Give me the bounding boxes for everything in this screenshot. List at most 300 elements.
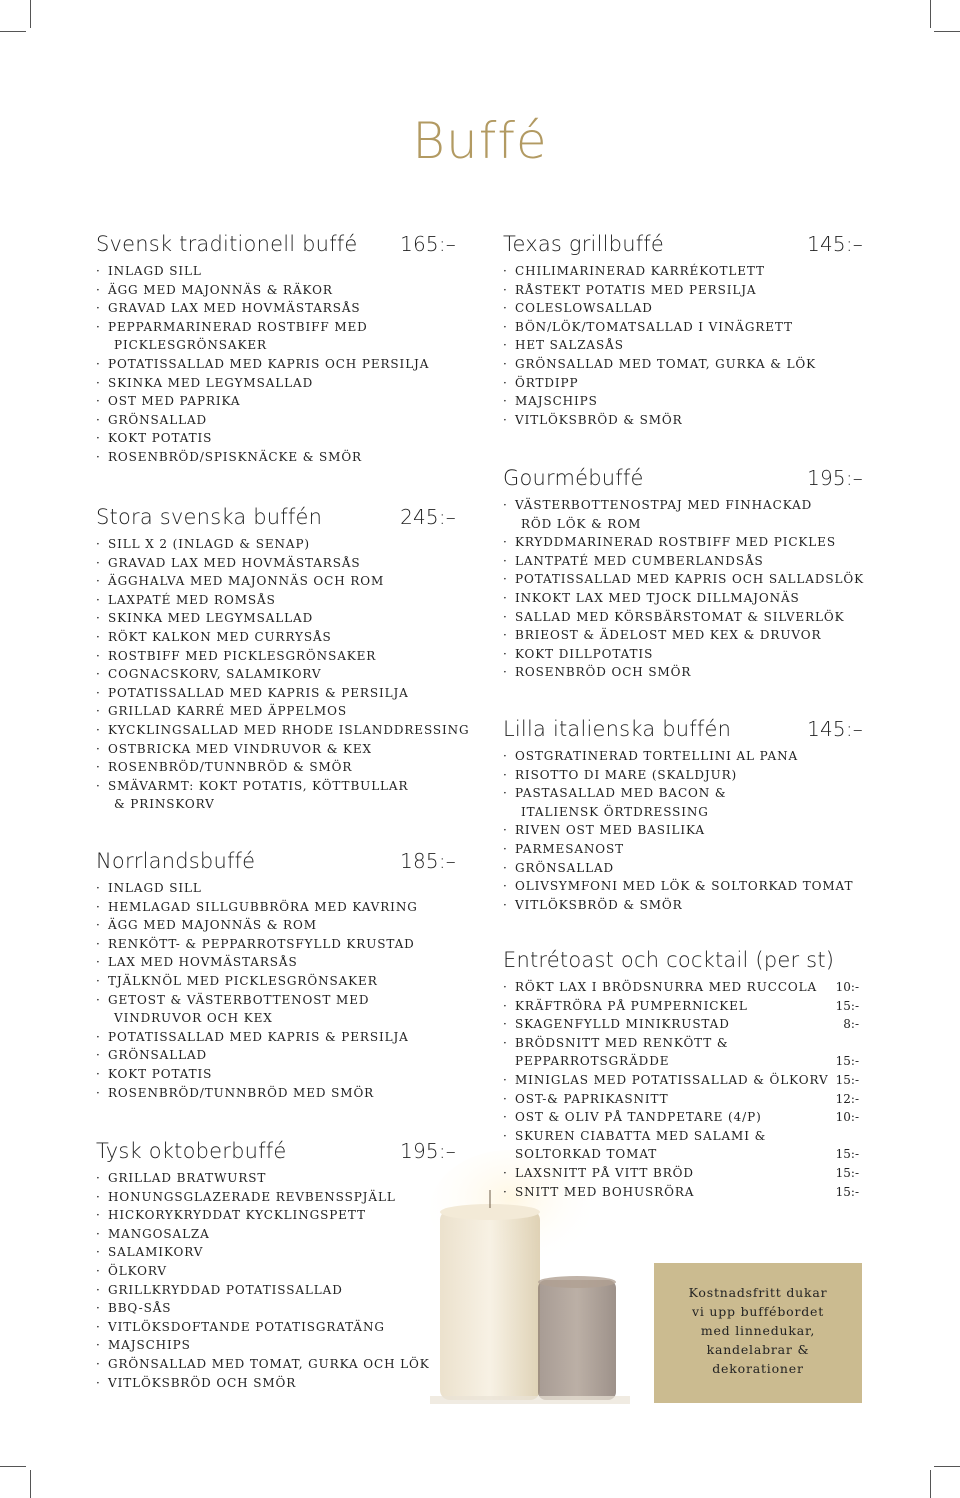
item-text: RISOTTO DI MARE (SKALDJUR) [515,767,738,782]
list-item [96,355,456,374]
list-item [503,626,863,645]
list-item [96,758,456,777]
list-item [96,1225,456,1244]
item-text: HONUNGSGLAZERADE REVBENSSPJÄLL [108,1189,396,1204]
item-price: 15:- [835,1072,859,1087]
section-price: 165:– [400,232,456,256]
list-item [503,766,863,785]
item-text: BRIEOST & ÄDELOST MED KEX & DRUVOR [515,628,822,643]
item-text: LANTPATÉ MED CUMBERLANDSÅS [515,553,764,568]
bullet-icon: · [503,749,508,763]
note-line: med linnedukar, [700,1323,816,1338]
item-price: 15:- [835,1147,859,1162]
note-line: vi upp buffébordet [691,1304,825,1319]
item-text: MAJSCHIPS [108,1338,191,1353]
item-text: KRÄFTRÖRA PÅ PUMPERNICKEL [515,998,748,1013]
list-item [96,1336,456,1355]
list-item [96,1084,456,1103]
bullet-icon: · [503,980,508,994]
bullet-icon: · [96,1245,101,1260]
section-name: Gourmébuffé [503,466,644,490]
list-item [96,554,456,573]
bullet-icon: · [96,722,101,737]
section-name: Norrlandsbuffé [96,849,256,873]
bullet-icon: · [96,1048,101,1063]
list-item [96,953,456,972]
item-text: ROSENBRÖD/SPISKNÄCKE & SMÖR [108,449,362,464]
bullet-icon: · [503,1035,508,1050]
item-text: & PRINSKORV [114,797,215,812]
item-text: OSTBRICKA MED VINDRUVOR & KEX [108,741,372,756]
bullet-icon: · [96,537,101,551]
item-text: ROSENBRÖD/TUNNBRÖD MED SMÖR [108,1085,375,1100]
item-text: VINDRUVOR OCH KEX [114,1011,273,1026]
item-text: PICKLESGRÖNSAKER [114,338,267,353]
section-price: 195:– [400,1139,456,1163]
list-item [503,533,863,552]
item-text: ROSTBIFF MED PICKLESGRÖNSAKER [108,648,377,663]
list-item [96,1318,456,1337]
list-item [96,879,456,898]
list-item [503,784,863,821]
bullet-icon: · [503,535,508,550]
item-text: VITLÖKSBRÖD & SMÖR [515,897,683,912]
item-text: VITLÖKSDOFTANDE POTATISGRATÄNG [108,1319,385,1334]
list-item [96,991,456,1028]
bullet-icon: · [96,431,101,446]
section-heading [503,948,859,972]
menu-section [96,849,456,1102]
list-item [96,1188,456,1207]
list-item [503,281,863,300]
bullet-icon: · [96,611,101,626]
bullet-icon: · [96,412,101,427]
bullet-icon: · [503,572,508,587]
section-heading [503,717,863,741]
item-text: RÖKT KALKON MED CURRYSÅS [108,629,332,644]
bullet-icon: · [96,1189,101,1204]
list-item [503,840,863,859]
item-text: BBQ-SÅS [108,1301,172,1316]
list-item [503,318,863,337]
bullet-icon: · [503,553,508,568]
item-text: SKINKA MED LEGYMSALLAD [108,375,314,390]
list-item [96,665,456,684]
list-item [96,972,456,991]
item-text: SOLTORKAD TOMAT [515,1147,658,1162]
list-item [96,392,456,411]
section-name: Texas grillbuffé [503,232,665,256]
item-list [503,262,863,429]
item-text: ROSENBRÖD OCH SMÖR [515,665,692,680]
list-item [96,740,456,759]
bullet-icon: · [96,574,101,589]
bullet-icon: · [96,685,101,700]
note-line: kandelabrar & [706,1342,810,1357]
list-item [503,747,863,766]
bullet-icon: · [96,356,101,371]
crop-mark [930,1470,931,1498]
note-box [654,1263,862,1403]
bullet-icon: · [503,1017,508,1032]
list-item [96,935,456,954]
list-item [503,877,863,896]
bullet-icon: · [503,665,508,680]
item-text: VITLÖKSBRÖD OCH SMÖR [108,1375,297,1390]
list-item [503,374,863,393]
list-item [503,663,863,682]
bullet-icon: · [96,899,101,914]
bullet-icon: · [503,412,508,427]
item-text: KOKT DILLPOTATIS [515,646,654,661]
item-text: HET SALZASÅS [515,338,624,353]
list-item [96,1243,456,1262]
list-item [503,496,863,533]
list-item [503,570,863,589]
section-name: Svensk traditionell buffé [96,232,358,256]
item-text: COLESLOWSALLAD [515,301,653,316]
section-heading [96,849,456,873]
section-price: 195:– [807,466,863,490]
bullet-icon: · [96,704,101,719]
item-text: SILL X 2 (INLAGD & SENAP) [108,537,310,551]
bullet-icon: · [503,1165,508,1180]
item-text: ROSENBRÖD/TUNNBRÖD & SMÖR [108,760,353,775]
list-item [503,262,863,281]
item-text: VÄSTERBOTTENOSTPAJ MED FINHACKAD [515,498,813,512]
bullet-icon: · [96,1066,101,1081]
item-price: 15:- [835,1165,859,1180]
bullet-icon: · [503,1072,508,1087]
item-price: 15:- [835,998,859,1013]
bullet-icon: · [96,918,101,933]
bullet-icon: · [96,1029,101,1044]
item-text: SKINKA MED LEGYMSALLAD [108,611,314,626]
item-text: OST & OLIV PÅ TANDPETARE (4/P) [515,1110,762,1125]
list-item [96,1355,456,1374]
list-item [96,1281,456,1300]
crop-mark [934,1466,960,1467]
crop-mark [0,1466,26,1467]
list-item [96,591,456,610]
bullet-icon: · [96,973,101,988]
menu-section [96,232,456,467]
item-text: SKUREN CIABATTA MED SALAMI & [515,1128,767,1143]
item-text: GRAVAD LAX MED HOVMÄSTARSÅS [108,555,361,570]
item-text: RIVEN OST MED BASILIKA [515,823,705,838]
item-text: KOKT POTATIS [108,1066,213,1081]
list-item [96,609,456,628]
menu-section [503,232,863,429]
item-text: ÄGG MED MAJONNÄS & ROM [108,918,317,933]
bullet-icon: · [96,592,101,607]
list-item [503,1015,859,1034]
item-text: ÖRTDIPP [515,375,579,390]
section-heading [503,466,863,490]
list-item [503,299,863,318]
bullet-icon: · [96,1319,101,1334]
page-title: Buffé [412,112,548,170]
list-item [96,628,456,647]
list-item [503,1034,859,1071]
item-text: GRILLAD BRATWURST [108,1171,267,1185]
item-text: OLIVSYMFONI MED LÖK & SOLTORKAD TOMAT [515,879,854,894]
item-text: PEPPARROTSGRÄDDE [515,1054,670,1069]
list-item [96,572,456,591]
item-text: VITLÖKSBRÖD & SMÖR [515,412,683,427]
bullet-icon: · [503,282,508,297]
section-name: Stora svenska buffén [96,505,323,529]
list-item [503,392,863,411]
bullet-icon: · [96,667,101,682]
item-list [503,978,859,1201]
item-text: TJÄLKNÖL MED PICKLESGRÖNSAKER [108,973,378,988]
bullet-icon: · [503,609,508,624]
item-text: COGNACSKORV, SALAMIKORV [108,667,322,682]
bullet-icon: · [96,1171,101,1185]
bullet-icon: · [503,1091,508,1106]
menu-section [503,717,863,914]
item-text: ÄGG MED MAJONNÄS & RÄKOR [108,282,333,297]
list-item [96,411,456,430]
item-price: 10:- [835,1110,859,1125]
item-text: MAJSCHIPS [515,394,598,409]
bullet-icon: · [503,498,508,512]
list-item [503,411,863,430]
section-name: Tysk oktoberbuffé [96,1139,287,1163]
bullet-icon: · [96,555,101,570]
item-text: LAXSNITT PÅ VITT BRÖD [515,1165,694,1180]
list-item [96,299,456,318]
bullet-icon: · [503,646,508,661]
item-text: MANGOSALZA [108,1226,210,1241]
bullet-icon: · [503,1128,508,1143]
list-item [503,589,863,608]
item-text: GRÖNSALLAD [515,860,615,875]
item-text: GRILLKRYDDAD POTATISSALLAD [108,1282,343,1297]
item-list [503,496,863,682]
list-item [503,1183,859,1202]
item-text: GRILLAD KARRÉ MED ÄPPELMOS [108,704,347,719]
list-item [96,916,456,935]
item-list [96,1169,456,1392]
bullet-icon: · [96,1301,101,1316]
bullet-icon: · [503,264,508,278]
item-text: PARMESANOST [515,841,625,856]
list-item [503,1164,859,1183]
list-item [503,355,863,374]
item-text: OST MED PAPRIKA [108,394,241,409]
bullet-icon: · [96,778,101,793]
list-item [96,535,456,554]
list-item [503,336,863,355]
list-item [96,777,456,814]
bullet-icon: · [96,760,101,775]
item-text: CHILIMARINERAD KARRÉKOTLETT [515,264,765,278]
list-item [503,645,863,664]
crop-mark [934,31,960,32]
bullet-icon: · [503,879,508,894]
bullet-icon: · [503,356,508,371]
section-price: 245:– [400,505,456,529]
item-text: ÖLKORV [108,1263,167,1278]
bullet-icon: · [503,786,508,801]
item-text: RENKÖTT- & PEPPARROTSFYLLD KRUSTAD [108,936,415,951]
bullet-icon: · [96,1282,101,1297]
section-heading [96,505,456,529]
item-text: POTATISSALLAD MED KAPRIS OCH PERSILJA [108,356,430,371]
list-item [96,1299,456,1318]
item-text: GRAVAD LAX MED HOVMÄSTARSÅS [108,301,361,316]
note-line: dekorationer [712,1361,804,1376]
item-text: POTATISSALLAD MED KAPRIS & PERSILJA [108,1029,409,1044]
bullet-icon: · [503,301,508,316]
menu-section [96,1139,456,1392]
bullet-icon: · [96,955,101,970]
item-text: RÖD LÖK & ROM [521,516,642,531]
bullet-icon: · [96,375,101,390]
list-item [96,1028,456,1047]
item-text: POTATISSALLAD MED KAPRIS OCH SALLADSLÖK [515,572,864,587]
bullet-icon: · [96,992,101,1007]
list-item [96,721,470,740]
bullet-icon: · [503,628,508,643]
bullet-icon: · [96,1263,101,1278]
item-text: PASTASALLAD MED BACON & [515,786,727,801]
section-heading [96,232,456,256]
bullet-icon: · [503,394,508,409]
bullet-icon: · [96,629,101,644]
item-text: ÄGGHALVA MED MAJONNÄS OCH ROM [108,574,385,589]
item-text: GRÖNSALLAD MED TOMAT, GURKA & LÖK [515,356,817,371]
item-text: ITALIENSK ÖRTDRESSING [521,804,709,819]
section-name: Lilla italienska buffén [503,717,732,741]
item-price: 15:- [835,1184,859,1199]
item-text: HEMLAGAD SILLGUBBRÖRA MED KAVRING [108,899,418,914]
item-text: BRÖDSNITT MED RENKÖTT & [515,1035,729,1050]
item-list [96,262,456,467]
item-text: SNITT MED BOHUSRÖRA [515,1184,695,1199]
section-price: 145:– [807,717,863,741]
bullet-icon: · [503,998,508,1013]
bullet-icon: · [96,1356,101,1371]
bullet-icon: · [96,1226,101,1241]
bullet-icon: · [96,1085,101,1100]
bullet-icon: · [503,823,508,838]
list-item [503,978,859,997]
list-item [96,684,456,703]
section-price: 145:– [807,232,863,256]
bullet-icon: · [503,767,508,782]
crop-mark [30,0,31,28]
section-heading [503,232,863,256]
item-text: OST-& PAPRIKASNITT [515,1091,669,1106]
list-item [96,374,456,393]
section-name: Entrétoast och cocktail (per st) [503,948,835,972]
item-text: INKOKT LAX MED TJOCK DILLMAJONÄS [515,590,800,605]
item-price: 10:- [835,980,859,994]
menu-section [96,505,470,814]
bullet-icon: · [503,860,508,875]
list-item [503,821,863,840]
crop-mark [0,31,26,32]
item-text: LAX MED HOVMÄSTARSÅS [108,955,298,970]
item-price: 8:- [843,1017,859,1032]
item-text: INLAGD SILL [108,881,202,895]
list-item [503,1127,859,1164]
item-text: KOKT POTATIS [108,431,213,446]
bullet-icon: · [96,394,101,409]
item-text: OSTGRATINERAD TORTELLINI AL PANA [515,749,799,763]
list-item [503,608,863,627]
item-text: BÖN/LÖK/TOMATSALLAD I VINÄGRETT [515,319,793,334]
bullet-icon: · [503,319,508,334]
item-text: SMÄVARMT: KOKT POTATIS, KÖTTBULLAR [108,778,409,793]
list-item [96,262,456,281]
section-price: 185:– [400,849,456,873]
list-item [96,1169,456,1188]
list-item [503,1108,859,1127]
item-text: KYCKLINGSALLAD MED RHODE ISLANDDRESSING [108,722,470,737]
bullet-icon: · [96,264,101,278]
item-list [503,747,863,914]
item-text: HICKORYKRYDDAT KYCKLINGSPETT [108,1208,366,1223]
item-text: SALLAD MED KÖRSBÄRSTOMAT & SILVERLÖK [515,609,845,624]
bullet-icon: · [96,319,101,334]
list-item [503,1090,859,1109]
item-text: SKAGENFYLLD MINIKRUSTAD [515,1017,730,1032]
item-text: PEPPARMARINERAD ROSTBIFF MED [108,319,368,334]
bullet-icon: · [96,1338,101,1353]
list-item [96,448,456,467]
bullet-icon: · [96,301,101,316]
list-item [503,896,863,915]
section-heading [96,1139,456,1163]
bullet-icon: · [503,897,508,912]
menu-section [503,948,859,1201]
bullet-icon: · [503,1184,508,1199]
list-item [96,1046,456,1065]
item-text: GRÖNSALLAD [108,412,208,427]
item-list [96,879,456,1102]
menu-section [503,466,863,682]
list-item [96,1206,456,1225]
list-item [96,647,456,666]
bullet-icon: · [503,1110,508,1125]
bullet-icon: · [96,881,101,895]
bullet-icon: · [96,1375,101,1390]
list-item [96,1374,456,1393]
item-text: RÖKT LAX I BRÖDSNURRA MED RUCCOLA [515,980,818,994]
item-text: KRYDDMARINERAD ROSTBIFF MED PICKLES [515,535,836,550]
item-list [96,535,470,814]
list-item [96,702,456,721]
note-line: Kostnadsfritt dukar [688,1285,828,1300]
item-text: LAXPATÉ MED ROMSÅS [108,592,276,607]
item-price: 15:- [835,1054,859,1069]
item-text: INLAGD SILL [108,264,202,278]
bullet-icon: · [96,449,101,464]
bullet-icon: · [96,282,101,297]
list-item [96,898,456,917]
item-text: GRÖNSALLAD [108,1048,208,1063]
list-item [96,1262,456,1281]
list-item [96,281,456,300]
item-text: GETOST & VÄSTERBOTTENOST MED [108,992,370,1007]
list-item [503,997,859,1016]
bullet-icon: · [503,375,508,390]
item-text: POTATISSALLAD MED KAPRIS & PERSILJA [108,685,409,700]
